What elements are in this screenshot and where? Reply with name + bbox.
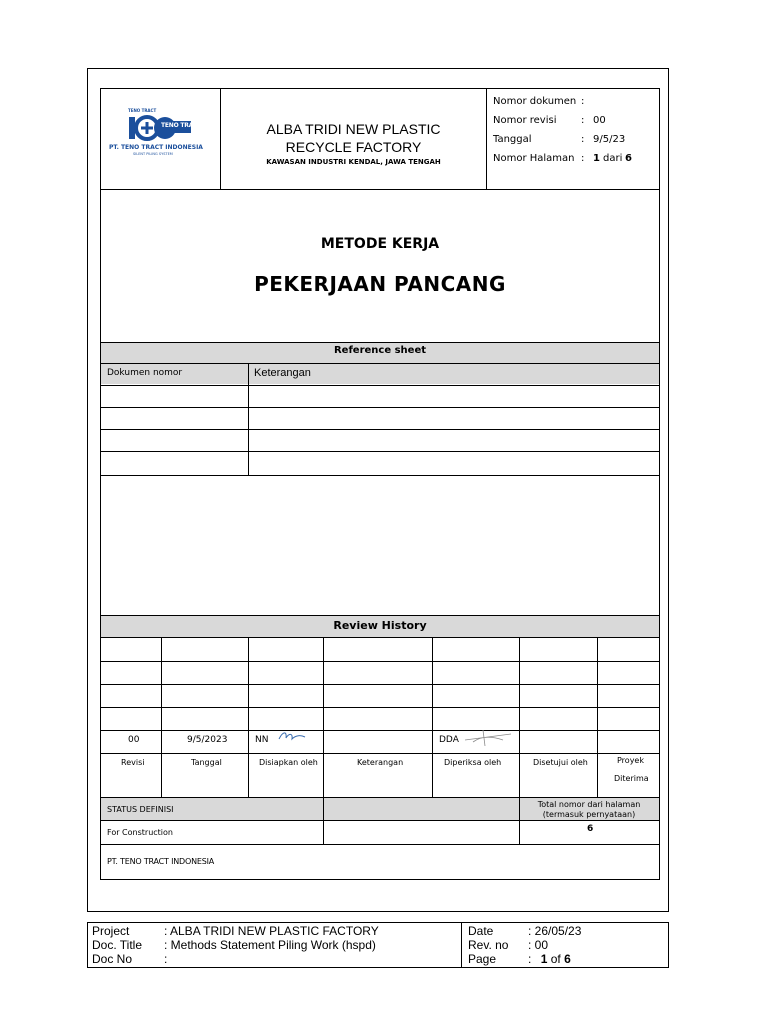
logo-cell bbox=[101, 89, 221, 189]
company-name-line1: ALBA TRIDI NEW PLASTIC bbox=[266, 121, 441, 137]
footer-page: Page bbox=[468, 952, 497, 966]
review-heading: Review History bbox=[333, 619, 427, 632]
footer-doc-title-value: : Methods Statement Piling Work (hspd) bbox=[164, 938, 376, 952]
company-address: KAWASAN INDUSTRI KENDAL, JAWA TENGAH bbox=[266, 158, 441, 166]
reference-col-keterangan: Keterangan bbox=[254, 367, 311, 379]
status-total-label1: Total nomor dari halaman bbox=[537, 800, 641, 809]
signature-nn-icon bbox=[277, 729, 307, 745]
footer-doc-no-value: : bbox=[164, 952, 168, 966]
label-diterima: Diterima bbox=[614, 774, 649, 783]
logo-small-text: TENO TRACT bbox=[128, 108, 157, 113]
label-keterangan: Keterangan bbox=[357, 758, 404, 767]
review-diperiksa-value: DDA bbox=[439, 735, 459, 745]
footer-date: Date bbox=[468, 924, 494, 938]
footer-page-value: : 1 of 6 bbox=[528, 952, 571, 966]
label-disiapkan: Disiapkan oleh bbox=[259, 758, 318, 767]
signature-dda-icon bbox=[463, 728, 513, 748]
logo-company-name: PT. TENO TRACT INDONESIA bbox=[109, 144, 203, 151]
company-name-line2: RECYCLE FACTORY bbox=[285, 139, 422, 155]
footer-rev: Rev. no bbox=[468, 938, 509, 952]
footer-project-value: : ALBA TRIDI NEW PLASTIC FACTORY bbox=[164, 924, 379, 938]
reference-col-dokumen: Dokumen nomor bbox=[107, 368, 183, 378]
footer-doc-title: Doc. Title bbox=[92, 938, 143, 952]
status-company: PT. TENO TRACT INDONESIA bbox=[107, 857, 215, 866]
document-meta-cell: Nomor dokumen : Nomor revisi : 00 Tanggal : 9/5/23 Nomor Halaman : 1 dari 6 bbox=[493, 96, 632, 164]
review-revisi-value: 00 bbox=[128, 735, 140, 745]
review-tanggal-value: 9/5/2023 bbox=[187, 735, 228, 745]
footer-project: Project bbox=[92, 924, 130, 938]
logo-tagline: SILENT PILING SYSTEM bbox=[133, 152, 173, 156]
status-definisi-label: STATUS DEFINISI bbox=[107, 805, 174, 814]
label-disetujui: Disetujui oleh bbox=[533, 758, 588, 767]
company-title-cell bbox=[221, 89, 487, 189]
document-footer bbox=[87, 922, 669, 968]
reference-colhead-fill bbox=[101, 364, 659, 384]
logo-brand-text: TENO TRACT bbox=[161, 122, 202, 129]
footer-doc-no: Doc No bbox=[92, 952, 133, 966]
status-total-label2: (termasuk pernyataan) bbox=[542, 810, 636, 819]
status-total-value: 6 bbox=[587, 824, 594, 834]
doc-main-title: PEKERJAAN PANCANG bbox=[254, 272, 506, 296]
doc-subtitle: METODE KERJA bbox=[320, 236, 440, 252]
footer-date-value: : 26/05/23 bbox=[528, 924, 582, 938]
review-disiapkan-value: NN bbox=[255, 735, 269, 745]
document-body bbox=[100, 190, 660, 880]
document-header bbox=[100, 88, 660, 190]
label-revisi: Revisi bbox=[121, 758, 145, 767]
label-diperiksa: Diperiksa oleh bbox=[444, 758, 502, 767]
label-proyek: Proyek bbox=[617, 756, 644, 765]
status-for-construction: For Construction bbox=[107, 828, 173, 837]
footer-rev-value: : 00 bbox=[528, 938, 549, 952]
label-tanggal: Tanggal bbox=[191, 758, 222, 767]
reference-heading: Reference sheet bbox=[333, 345, 427, 356]
